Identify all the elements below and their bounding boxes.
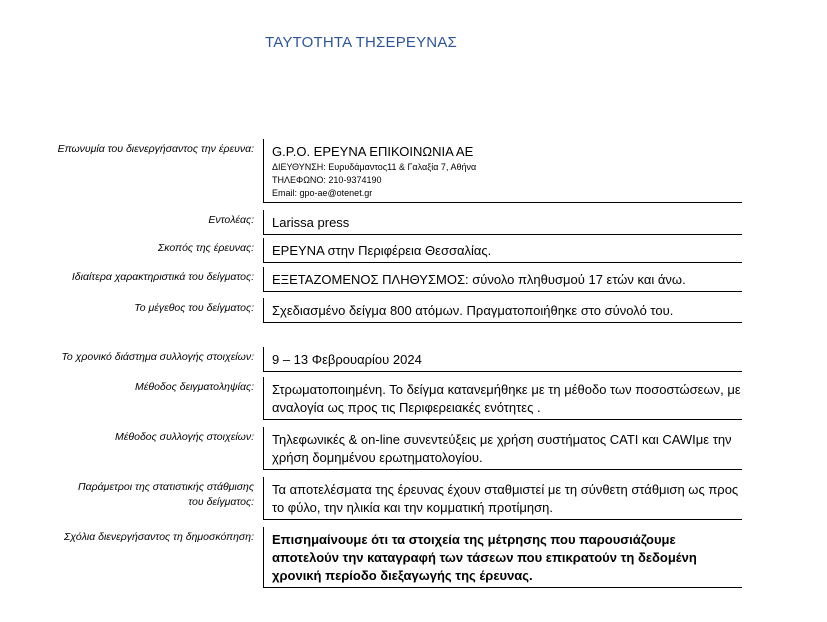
label-collection-period: Το χρονικό διάστημα συλλογής στοιχείων: [61, 351, 254, 363]
label-sampling-method: Μέθοδος δειγματοληψίας: [135, 381, 254, 393]
value-sample-size: Σχεδιασμένο δείγμα 800 ατόμων. Πραγματοποιήθηκε στο σύνολό του. [263, 298, 742, 323]
value-weighting: Τα αποτελέσματα της έρευνας έχουν σταθμιστεί με τη σύνθετη στάθμιση ως προς το φύλο, την ηλικία και την κομματική προτίμηση. [263, 477, 742, 520]
document-title: ΤΑΥΤΟΤΗΤΑ ΤΗΣΕΡΕΥΝΑΣ [265, 34, 458, 51]
value-comments: Επισημαίνουμε ότι τα στοιχεία της μέτρησης που παρουσιάζουμε αποτελούν την καταγραφή των τάσεων που επικρατούν τη δεδομένη χρονική περίοδο διεξαγωγής της έρευνας. [263, 527, 742, 588]
label-collection-method: Μέθοδος συλλογής στοιχείων: [115, 431, 254, 443]
label-sample-size: Το μέγεθος του δείγματος: [134, 302, 254, 314]
company-name: G.P.O. ΕΡΕΥΝΑ ΕΠΙΚΟΙΝΩΝΙΑ ΑΕ [272, 144, 474, 159]
value-sampling-method: Στρωματοποιημένη. Το δείγμα κατανεμήθηκε με τη μέθοδο των ποσοστώσεων, με αναλογία ως προς τις Περιφερειακές ενότητες . [263, 377, 742, 420]
value-collection-period: 9 – 13 Φεβρουαρίου 2024 [263, 347, 742, 372]
label-weighting: Παράμετροι της στατιστικής στάθμισης του δείγματος: [78, 481, 254, 508]
company-address: ΔΙΕΥΘΥΝΣΗ: Ευρυδάμαντος11 & Γαλαξία 7, Αθήνα [272, 162, 477, 172]
label-company: Επωνυμία του διενεργήσαντος την έρευνα: [57, 143, 254, 155]
label-sample-characteristics: Ιδιαίτερα χαρακτηριστικά του δείγματος: [71, 271, 254, 283]
company-email: Email: gpo-ae@otenet.gr [272, 188, 373, 198]
company-phone: ΤΗΛΕΦΩΝΟ: 210-9374190 [272, 175, 382, 185]
value-client: Larissa press [263, 210, 742, 235]
label-client: Εντολέας: [208, 214, 254, 226]
value-sample-characteristics: ΕΞΕΤΑΖΟΜΕΝΟΣ ΠΛΗΘΥΣΜΟΣ: σύνολο πληθυσμού 17 ετών και άνω. [263, 267, 742, 292]
label-comments: Σχόλια διενεργήσαντος τη δημοσκόπηση: [64, 531, 254, 543]
value-purpose: ΕΡΕΥΝΑ στην Περιφέρεια Θεσσαλίας. [263, 238, 742, 263]
value-company [263, 139, 742, 203]
value-collection-method: Τηλεφωνικές & on-line συνεντεύξεις με χρήση συστήματος CATI και CAWIμε την χρήση δομημένου ερωτηματολογίου. [263, 427, 742, 470]
label-purpose: Σκοπός της έρευνας: [157, 242, 254, 254]
